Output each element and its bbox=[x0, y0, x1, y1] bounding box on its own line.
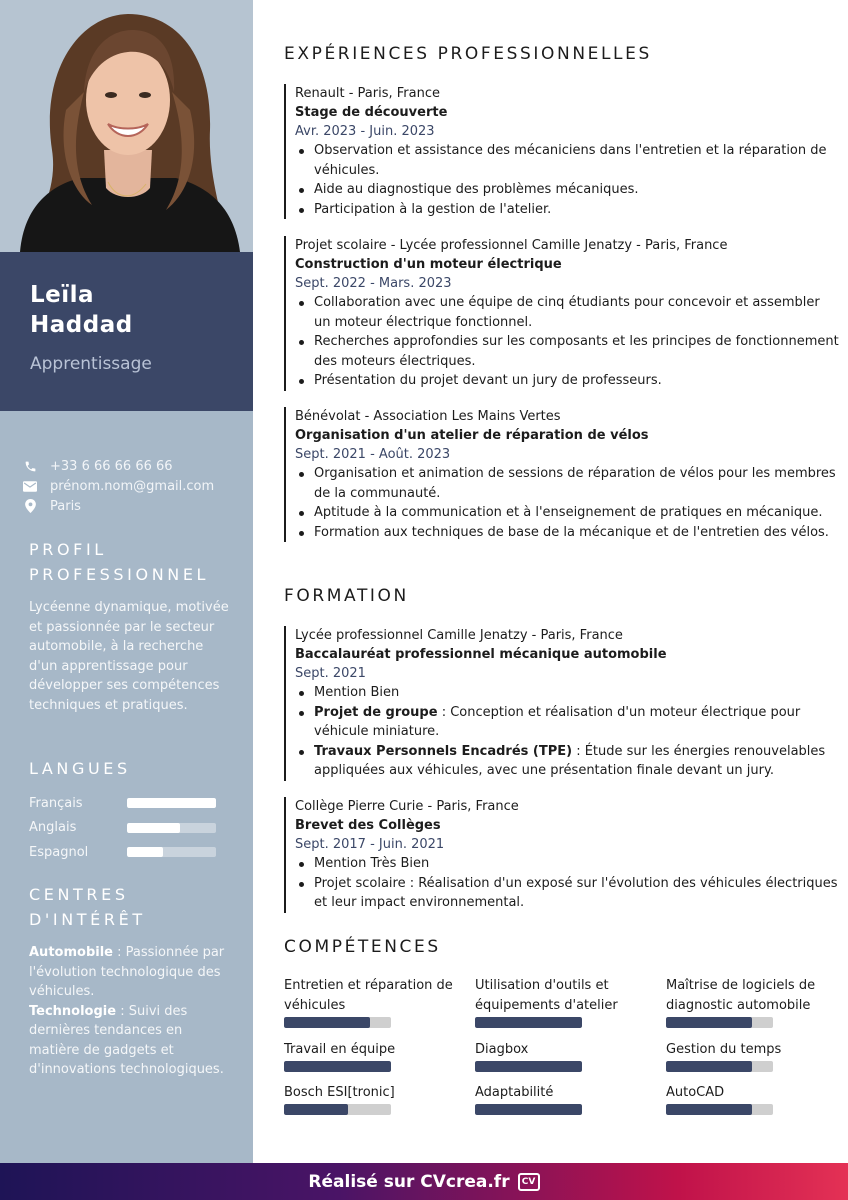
skill-level-fill bbox=[475, 1104, 582, 1115]
job-target: Apprentissage bbox=[30, 354, 152, 374]
email-icon bbox=[22, 479, 38, 493]
entry-organization: Collège Pierre Curie - Paris, France bbox=[295, 799, 519, 814]
education-entry bbox=[284, 797, 840, 913]
bullet-item bbox=[295, 742, 840, 781]
skill-level-fill bbox=[666, 1104, 752, 1115]
skill-level-bar bbox=[284, 1104, 391, 1115]
entry-title: Baccalauréat professionnel mécanique automobile bbox=[295, 647, 667, 662]
entry-organization: Projet scolaire - Lycée professionnel Camille Jenatzy - Paris, France bbox=[295, 238, 728, 253]
sidebar bbox=[0, 0, 253, 1163]
entry-bullets bbox=[295, 464, 840, 542]
skill-level-bar bbox=[666, 1061, 773, 1072]
contact-email bbox=[22, 476, 242, 496]
bullet-item bbox=[295, 854, 840, 874]
skill-name: Bosch ESI[tronic] bbox=[284, 1085, 395, 1100]
language-row bbox=[29, 840, 229, 865]
language-row bbox=[29, 816, 229, 841]
education-title: FORMATION bbox=[284, 586, 409, 606]
skill-level-bar bbox=[284, 1061, 391, 1072]
language-level-bar bbox=[127, 847, 216, 857]
footer-banner[interactable] bbox=[0, 1163, 848, 1200]
first-name: Leïla bbox=[30, 282, 95, 308]
entry-dates: Sept. 2021 - Août. 2023 bbox=[295, 447, 451, 462]
skill-level-fill bbox=[666, 1017, 752, 1028]
bullet-item: Recherches approfondies sur les composants et les principes de fonctionnement des moteurs électriques. bbox=[295, 332, 840, 371]
experience-title: EXPÉRIENCES PROFESSIONNELLES bbox=[284, 44, 652, 64]
entry-organization: Bénévolat - Association Les Mains Vertes bbox=[295, 409, 561, 424]
skill-item bbox=[475, 1083, 645, 1115]
profile-text: Lycéenne dynamique, motivée et passionnée par le secteur automobile, à la recherche d'un apprentissage pour développer ses compétences techniques et pratiques. bbox=[29, 600, 229, 713]
language-name: Français bbox=[29, 795, 83, 811]
bullet-item: Participation à la gestion de l'atelier. bbox=[295, 200, 840, 220]
entry-bullets bbox=[295, 854, 840, 913]
entry-bullets bbox=[295, 683, 840, 781]
bullet-text: Mention Bien bbox=[314, 685, 400, 700]
profile-title-line1: PROFIL bbox=[29, 540, 107, 559]
profile-photo bbox=[0, 0, 253, 252]
name-block bbox=[0, 252, 253, 411]
bullet-text: : Conception et réalisation d'un moteur électrique pour véhicule miniature. bbox=[314, 704, 801, 739]
profile-section bbox=[29, 537, 229, 715]
contact-phone bbox=[22, 456, 242, 476]
bullet-item: Aptitude à la communication et à l'enseignement de pratiques en mécanique. bbox=[295, 503, 840, 523]
bullet-item: Observation et assistance des mécaniciens dans l'entretien et la réparation de véhicules. bbox=[295, 141, 840, 180]
skill-level-fill bbox=[666, 1061, 752, 1072]
bullet-item: Présentation du projet devant un jury de professeurs. bbox=[295, 371, 840, 391]
experience-entry bbox=[284, 236, 840, 391]
skill-name: Diagbox bbox=[475, 1042, 529, 1057]
bullet-bold: Travaux Personnels Encadrés (TPE) bbox=[314, 743, 573, 759]
entry-title: Organisation d'un atelier de réparation de vélos bbox=[295, 428, 649, 443]
language-level-bar bbox=[127, 798, 216, 808]
skill-name: Utilisation d'outils et équipements d'atelier bbox=[475, 978, 618, 1013]
entry-bullets bbox=[295, 293, 840, 391]
skill-level-fill bbox=[284, 1104, 348, 1115]
skill-item bbox=[475, 976, 645, 1028]
last-name: Haddad bbox=[30, 312, 133, 338]
skill-item bbox=[284, 1083, 454, 1115]
entry-title: Brevet des Collèges bbox=[295, 818, 441, 833]
bullet-item: Collaboration avec une équipe de cinq étudiants pour concevoir et assembler un moteur électrique fonctionnel. bbox=[295, 293, 840, 332]
skill-level-bar bbox=[284, 1017, 391, 1028]
skill-name: Travail en équipe bbox=[284, 1042, 396, 1057]
bullet-text: Mention Très Bien bbox=[314, 856, 430, 871]
language-level-fill bbox=[127, 823, 180, 833]
entry-organization: Lycée professionnel Camille Jenatzy - Paris, France bbox=[295, 628, 623, 643]
language-level-bar bbox=[127, 823, 216, 833]
skill-item bbox=[475, 1040, 645, 1072]
portrait-image bbox=[0, 0, 253, 252]
skill-item bbox=[284, 976, 454, 1028]
experience-entry bbox=[284, 407, 840, 542]
location-pin-icon bbox=[22, 499, 38, 513]
skill-item bbox=[666, 1083, 836, 1115]
bullet-text: Projet scolaire : Réalisation d'un exposé sur l'évolution des véhicules électriques et leur impact environnemental. bbox=[314, 875, 838, 910]
entry-title: Construction d'un moteur électrique bbox=[295, 257, 562, 272]
languages-title: LANGUES bbox=[29, 759, 131, 778]
language-name: Espagnol bbox=[29, 844, 89, 860]
interest-text: : Suivi des dernières tendances en matière de gadgets et d'innovations technologiques. bbox=[29, 1003, 224, 1077]
skill-level-fill bbox=[284, 1061, 391, 1072]
bullet-item bbox=[295, 683, 840, 703]
entry-title: Stage de découverte bbox=[295, 105, 448, 120]
languages-section bbox=[29, 756, 229, 865]
interests-list bbox=[29, 943, 229, 1080]
skill-item bbox=[666, 1040, 836, 1072]
language-level-fill bbox=[127, 798, 216, 808]
skill-name: Entretien et réparation de véhicules bbox=[284, 978, 453, 1013]
entry-dates: Sept. 2022 - Mars. 2023 bbox=[295, 276, 452, 291]
skill-level-fill bbox=[475, 1017, 582, 1028]
interest-label: Technologie bbox=[29, 1003, 117, 1019]
phone-number: +33 6 66 66 66 66 bbox=[50, 458, 173, 474]
entry-dates: Avr. 2023 - Juin. 2023 bbox=[295, 124, 435, 139]
skill-level-bar bbox=[475, 1104, 582, 1115]
footer-text[interactable]: Réalisé sur CVcrea.fr bbox=[308, 1171, 510, 1192]
bullet-text: : Étude sur les énergies renouvelables appliquées aux véhicules, avec une présentation finale devant un jury. bbox=[314, 743, 826, 778]
bullet-item bbox=[295, 874, 840, 913]
bullet-item: Aide au diagnostique des problèmes mécaniques. bbox=[295, 180, 840, 200]
interests-section bbox=[29, 882, 229, 1080]
language-row bbox=[29, 791, 229, 816]
skill-level-bar bbox=[666, 1017, 773, 1028]
skill-level-bar bbox=[475, 1017, 582, 1028]
interest-item bbox=[29, 943, 229, 1002]
experience-entry bbox=[284, 84, 840, 219]
contact-list bbox=[22, 456, 242, 516]
language-name: Anglais bbox=[29, 820, 77, 836]
profile-title-line2: PROFESSIONNEL bbox=[29, 565, 210, 584]
cvcrea-logo-icon: CV bbox=[518, 1173, 540, 1191]
languages-list bbox=[29, 791, 229, 865]
entry-dates: Sept. 2017 - Juin. 2021 bbox=[295, 837, 445, 852]
skill-level-fill bbox=[284, 1017, 370, 1028]
skill-level-fill bbox=[475, 1061, 582, 1072]
interests-title-line1: CENTRES bbox=[29, 885, 129, 904]
education-entry bbox=[284, 626, 840, 781]
bullet-item bbox=[295, 703, 840, 742]
phone-icon bbox=[22, 459, 38, 473]
interest-label: Automobile bbox=[29, 945, 113, 960]
city: Paris bbox=[50, 498, 81, 514]
skill-item bbox=[284, 1040, 454, 1072]
contact-city bbox=[22, 496, 242, 516]
skill-level-bar bbox=[475, 1061, 582, 1072]
bullet-item: Organisation et animation de sessions de réparation de vélos pour les membres de la communauté. bbox=[295, 464, 840, 503]
entry-dates: Sept. 2021 bbox=[295, 666, 366, 681]
skill-item bbox=[666, 976, 836, 1028]
bullet-bold: Projet de groupe bbox=[314, 704, 438, 720]
interest-text: : Passionnée par l'évolution technologique des véhicules. bbox=[29, 945, 225, 999]
interests-title-line2: D'INTÉRÊT bbox=[29, 910, 146, 929]
skill-name: Maîtrise de logiciels de diagnostic automobile bbox=[666, 978, 816, 1013]
email-address: prénom.nom@gmail.com bbox=[50, 478, 215, 494]
skill-name: Adaptabilité bbox=[475, 1085, 554, 1100]
interest-item bbox=[29, 1002, 229, 1080]
skill-name: AutoCAD bbox=[666, 1085, 725, 1100]
skill-name: Gestion du temps bbox=[666, 1042, 782, 1057]
entry-organization: Renault - Paris, France bbox=[295, 86, 440, 101]
entry-bullets bbox=[295, 141, 840, 219]
skill-level-bar bbox=[666, 1104, 773, 1115]
skills-title: COMPÉTENCES bbox=[284, 937, 441, 957]
bullet-item: Formation aux techniques de base de la mécanique et de l'entretien des vélos. bbox=[295, 523, 840, 543]
language-level-fill bbox=[127, 847, 163, 857]
